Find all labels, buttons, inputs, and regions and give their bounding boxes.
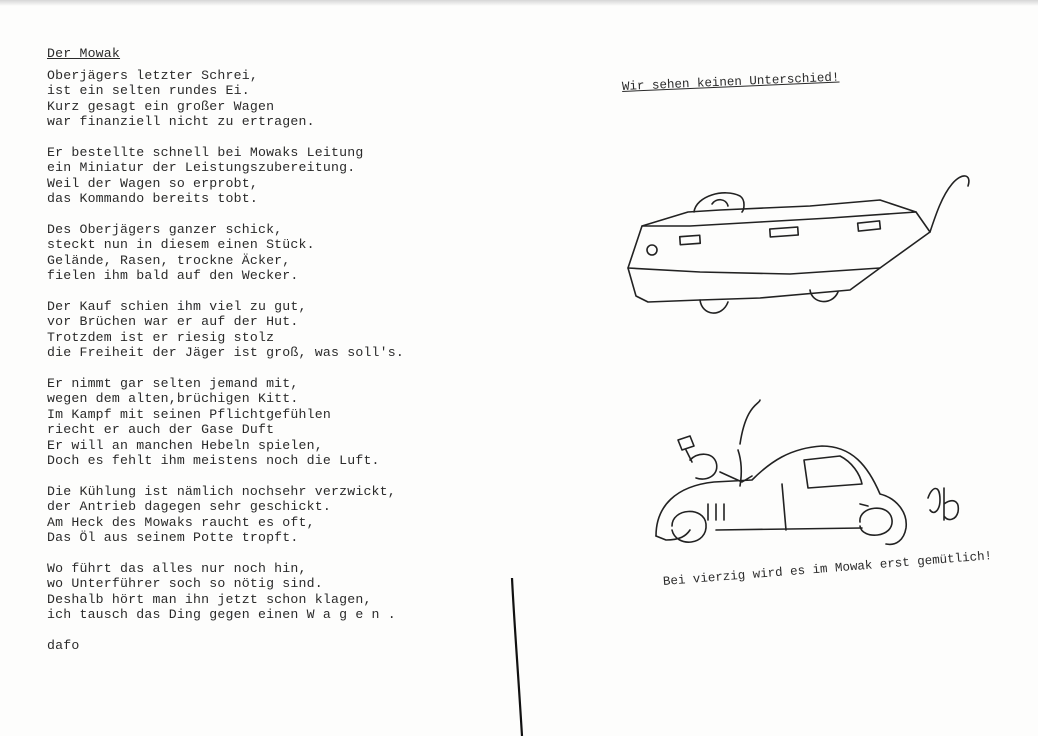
poem-line: Des Oberjägers ganzer schick, [47, 221, 283, 237]
caption-bottom: Bei vierzig wird es im Mowak erst gemütlich! [662, 549, 993, 589]
poem-line: Oberjägers letzter Schrei, [47, 67, 258, 83]
poem-line: Er will an manchen Hebeln spielen, [47, 437, 323, 453]
poem-line: wo Unterführer soch so nötig sind. [47, 576, 323, 591]
poem-signature: dafo [47, 637, 80, 653]
poem-line: ein Miniatur der Leistungszubereitung. [47, 160, 356, 175]
poem-line: Die Kühlung ist nämlich nochsehr verzwickt, [47, 483, 396, 499]
poem-line: steckt nun in diesem einen Stück. [47, 237, 315, 252]
poem-line: vor Brüchen war er auf der Hut. [47, 314, 299, 329]
poem-line: Wo führt das alles nur noch hin, [47, 560, 307, 576]
poem-line: Weil der Wagen so erprobt, [47, 175, 258, 191]
poem-line: war finanziell nicht zu ertragen. [47, 114, 315, 129]
poem-line: Er nimmt gar selten jemand mit, [47, 375, 299, 391]
poem-line: der Antrieb dagegen sehr geschickt. [47, 499, 331, 514]
poem-line: riecht er auch der Gase Duft [47, 422, 275, 437]
armored-vehicle-drawing [628, 176, 969, 313]
poem-line: Doch es fehlt ihm meistens noch die Luft. [47, 453, 380, 468]
poem-title: Der Mowak [47, 46, 121, 61]
poem-line: Im Kampf mit seinen Pflichtgefühlen [47, 406, 331, 422]
poem-line: ich tausch das Ding gegen einen W a g e n . [47, 607, 396, 622]
caption-top: Wir sehen keinen Unterschied! [621, 70, 840, 94]
poem-line: Deshalb hört man ihn jetzt schon klagen, [47, 591, 372, 607]
poem-line: Am Heck des Mowaks raucht es oft, [47, 514, 315, 530]
poem-line: das Kommando bereits tobt. [47, 191, 258, 206]
poem-line: wegen dem alten,brüchigen Kitt. [47, 391, 299, 406]
poem-line: Gelände, Rasen, trockne Äcker, [47, 252, 291, 268]
car-drawing [656, 400, 958, 544]
poem-line: Er bestellte schnell bei Mowaks Leitung [47, 144, 364, 160]
poem-line: ist ein selten rundes Ei. [47, 83, 250, 98]
poem-line: fielen ihm bald auf den Wecker. [47, 268, 299, 283]
poem-line: Trotzdem ist er riesig stolz [47, 329, 275, 345]
poem-line: Kurz gesagt ein großer Wagen [47, 98, 275, 114]
poem-line: Der Kauf schien ihm viel zu gut, [47, 298, 307, 314]
poem-line: die Freiheit der Jäger ist groß, was soll's. [47, 345, 405, 360]
poem-line: Das Öl aus seinem Potte tropft. [47, 530, 299, 545]
